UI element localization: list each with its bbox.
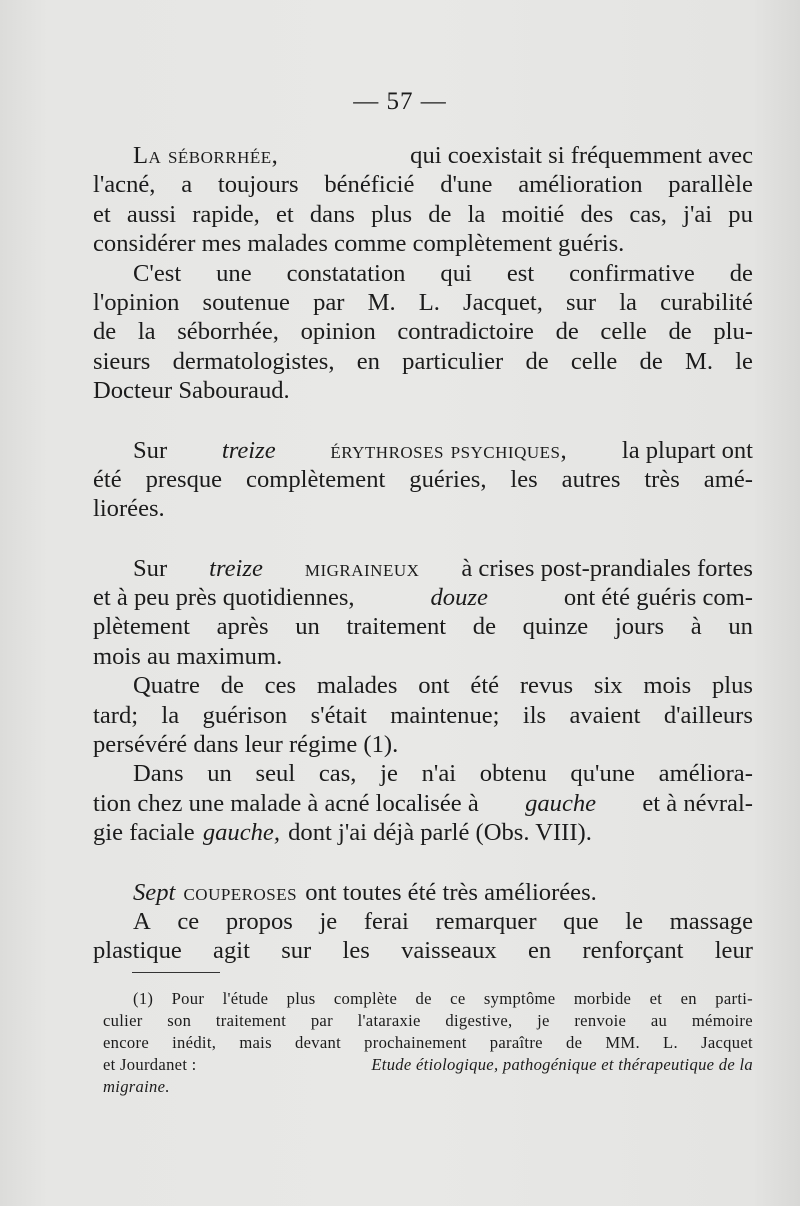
term-small-caps: couperoses <box>183 878 298 906</box>
footnote-divider <box>132 972 220 973</box>
body-text <box>93 141 753 966</box>
text-line: Dans un seul cas, je n'ai obtenu qu'une améliora- <box>133 760 753 788</box>
text-span: tion chez une malade à acné localisée à <box>93 789 479 817</box>
text-line: et aussi rapide, et dans plus de la moitié des cas, j'ai pu <box>93 200 753 228</box>
text-span: ont toutes été très améliorées. <box>305 878 597 906</box>
text-span: la plupart ont <box>621 436 753 464</box>
text-span: et à névral- <box>642 789 753 817</box>
italic-title: Etude étiologique, pathogénique et thérapeutique de la <box>371 1055 753 1074</box>
text-line: Docteur Sabouraud. <box>93 377 290 405</box>
text-line: A ce propos je ferai remarquer que le massage <box>133 907 753 935</box>
text-line: C'est une constatation qui est confirmative de <box>133 259 753 287</box>
text-span: et Jourdanet : <box>103 1055 197 1074</box>
page-number: — 57 — <box>353 88 447 115</box>
text-line <box>93 789 753 818</box>
text-line: Quatre de ces malades ont été revus six mois plus <box>133 672 753 700</box>
footnote <box>103 988 753 1098</box>
text-line: tard; la guérison s'était maintenue; ils avaient d'ailleurs <box>93 701 753 729</box>
text-line <box>93 141 753 170</box>
text-line: l'acné, a toujours bénéficié d'une amélioration parallèle <box>93 171 753 199</box>
text-line: plètement après un traitement de quinze jours à un <box>93 613 753 641</box>
text-line <box>93 554 753 583</box>
text-span: Sur <box>133 436 168 464</box>
text-span: et à peu près quotidiennes, <box>93 584 355 612</box>
text-line <box>93 583 753 612</box>
text-line: été presque complètement guéries, les autres très amé- <box>93 465 753 493</box>
italic-term: gauche <box>525 789 597 817</box>
text-line: l'opinion soutenue par M. L. Jacquet, sur la curabilité <box>93 288 753 316</box>
text-line: sieurs dermatologistes, en particulier de celle de M. le <box>93 347 753 375</box>
italic-term: treize <box>209 554 263 582</box>
italic-term: douze <box>430 584 488 612</box>
text-line: mois au maximum. <box>93 642 283 670</box>
italic-title: migraine. <box>103 1077 170 1096</box>
text-span: gie faciale <box>93 819 195 847</box>
text-line: considérer mes malades comme complètement guéris. <box>93 230 625 258</box>
italic-term: gauche, <box>202 819 280 847</box>
text-span: ont été guéris com- <box>563 584 753 612</box>
italic-term: treize <box>221 436 276 464</box>
italic-term: Sept <box>133 878 176 906</box>
text-line <box>93 436 753 465</box>
footnote-line <box>103 1054 753 1076</box>
term-small-caps: érythroses psychiques, <box>330 436 568 464</box>
text-line: plastique agit sur les vaisseaux en renforçant leur <box>93 937 753 965</box>
text-line: persévéré dans leur régime (1). <box>93 731 399 759</box>
text-line <box>93 878 753 907</box>
text-span: qui coexistait si fréquemment avec <box>410 142 753 169</box>
text-line: liorées. <box>93 495 165 523</box>
text-span: Sur <box>133 554 168 582</box>
footnote-line: culier son traitement par l'ataraxie digestive, je renvoie au mémoire <box>103 1011 753 1030</box>
text-line <box>93 818 753 847</box>
text-span: dont j'ai déjà parlé (Obs. VIII). <box>288 819 592 847</box>
term-small-caps: La séborrhée, <box>133 142 279 169</box>
footnote-line: encore inédit, mais devant prochainement paraître de MM. L. Jacquet <box>103 1033 753 1052</box>
term-small-caps: migraineux <box>304 554 420 582</box>
text-line: de la séborrhée, opinion contradictoire de celle de plu- <box>93 318 753 346</box>
text-span: à crises post-prandiales fortes <box>461 554 753 582</box>
footnote-line <box>103 1076 753 1098</box>
footnote-line: (1) Pour l'étude plus complète de ce symptôme morbide et en parti- <box>133 989 753 1008</box>
